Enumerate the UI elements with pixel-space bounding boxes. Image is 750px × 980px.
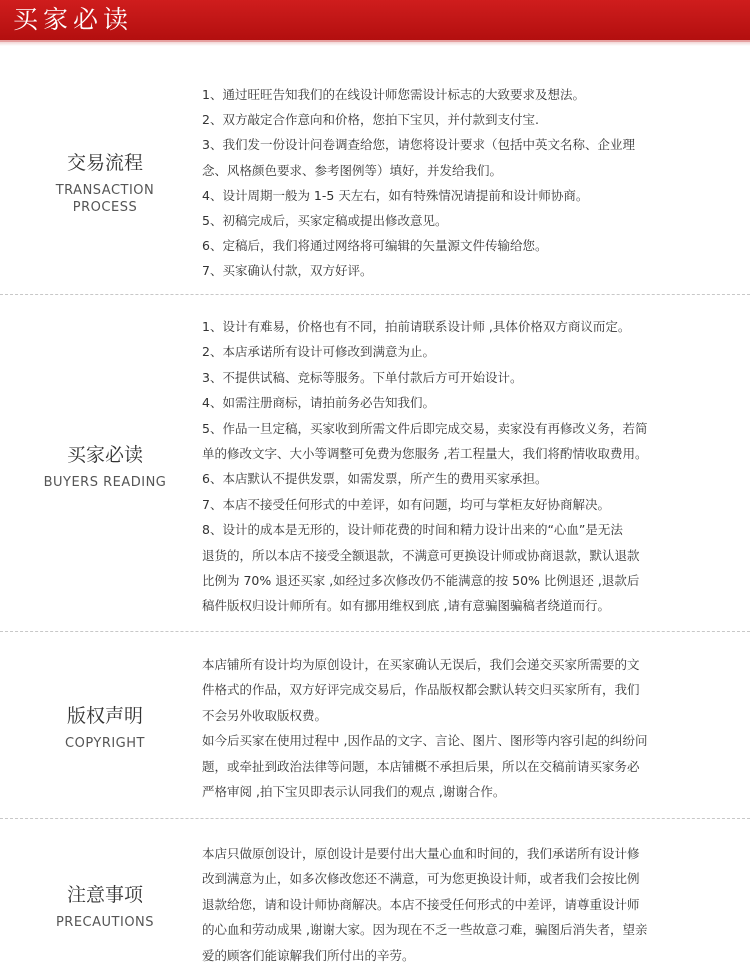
banner-shadow bbox=[0, 42, 750, 46]
section-body bbox=[202, 652, 722, 804]
section-body bbox=[202, 82, 722, 284]
body-line: 7、买家确认付款，双方好评。 bbox=[202, 263, 373, 279]
body-line: 1、设计有难易，价格也有不同，拍前请联系设计师 ,具体价格双方商议而定。 bbox=[202, 319, 631, 334]
body-line: 2、本店承诺所有设计可修改到满意为止。 bbox=[202, 344, 435, 360]
section-title-cn: 注意事项 bbox=[66, 884, 143, 906]
body-line: 不会另外收取版权费。 bbox=[202, 707, 328, 723]
body-line: 本店铺所有设计均为原创设计，在买家确认无误后，我们会递交买家所需要的文 bbox=[202, 657, 640, 672]
body-line: 的心血和劳动成果 ,谢谢大家。因为现在不乏一些故意刁难，骗图后消失者，望亲 bbox=[202, 922, 648, 938]
body-line: 改到满意为止，如多次修改您还不满意，可为您更换设计师，或者我们会按比例 bbox=[202, 871, 640, 887]
section-title-en bbox=[0, 182, 210, 216]
section-divider bbox=[0, 818, 750, 819]
body-line: 爱的顾客们能谅解我们所付出的辛劳。 bbox=[202, 947, 415, 963]
body-line: 3、不提供试稿、竞标等服务。下单付款后方可开始设计。 bbox=[202, 369, 523, 385]
body-line: 1、通过旺旺告知我们的在线设计师您需设计标志的大致要求及想法。 bbox=[202, 87, 585, 102]
section-title-cn: 买家必读 bbox=[66, 444, 143, 466]
section-precautions bbox=[0, 837, 750, 980]
section-transaction-process bbox=[0, 80, 750, 290]
section-body bbox=[202, 314, 722, 619]
section-divider bbox=[0, 294, 750, 295]
section-label bbox=[0, 442, 210, 491]
banner-title: 买家必读 bbox=[13, 5, 134, 34]
section-divider bbox=[0, 631, 750, 632]
body-line: 如今后买家在使用过程中 ,因作品的文字、言论、图片、图形等内容引起的纠纷问 bbox=[202, 733, 648, 749]
body-line: 稿件版权归设计师所有。如有挪用维权到底 ,请有意骗图骗稿者绕道而行。 bbox=[202, 598, 610, 614]
section-title-en: BUYERS READING bbox=[43, 475, 167, 490]
body-line: 6、本店默认不提供发票，如需发票，所产生的费用买家承担。 bbox=[202, 471, 548, 487]
body-line: 单的修改文字、大小等调整可免费为您服务 ,若工程量大，我们将酌情收取费用。 bbox=[202, 446, 648, 462]
body-line: 7、本店不接受任何形式的中差评，如有问题，均可与掌柜友好协商解决。 bbox=[202, 496, 610, 512]
body-line: 念、风格颜色要求、参考图例等）填好，并发给我们。 bbox=[202, 162, 503, 178]
section-label bbox=[0, 703, 210, 752]
section-body bbox=[202, 841, 722, 968]
section-title-cn: 版权声明 bbox=[66, 705, 143, 727]
body-line: 3、我们发一份设计问卷调查给您，请您将设计要求（包括中英文名称、企业理 bbox=[202, 137, 635, 153]
body-line: 6、定稿后，我们将通过网络将可编辑的矢量源文件传输给您。 bbox=[202, 238, 548, 254]
section-title-en: PRECAUTIONS bbox=[55, 915, 155, 930]
section-buyers-reading bbox=[0, 310, 750, 620]
header-banner bbox=[0, 0, 750, 40]
body-line: 题，或牵扯到政治法律等问题，本店铺概不承担后果，所以在交稿前请买家务必 bbox=[202, 758, 640, 774]
section-copyright bbox=[0, 648, 750, 813]
section-title-en-line: TRANSACTION bbox=[55, 183, 155, 198]
section-label bbox=[0, 882, 210, 931]
body-line: 件格式的作品，双方好评完成交易后，作品版权都会默认转交归买家所有，我们 bbox=[202, 682, 640, 698]
body-line: 比例为 70% 退还买家 ,如经过多次修改仍不能满意的按 50% 比例退还 ,退款后 bbox=[202, 573, 640, 589]
body-line: 退款给您，请和设计师协商解决。本店不接受任何形式的中差评，请尊重设计师 bbox=[202, 896, 640, 912]
body-line: 2、双方敲定合作意向和价格，您拍下宝贝，并付款到支付宝. bbox=[202, 112, 539, 128]
body-line: 5、作品一旦定稿，买家收到所需文件后即完成交易，卖家没有再修改义务，若简 bbox=[202, 420, 648, 436]
body-line: 退货的，所以本店不接受全额退款，不满意可更换设计师或协商退款，默认退款 bbox=[202, 547, 640, 563]
body-line: 严格审阅 ,拍下宝贝即表示认同我们的观点 ,谢谢合作。 bbox=[202, 784, 506, 800]
section-label bbox=[0, 150, 210, 216]
section-title-en: COPYRIGHT bbox=[65, 736, 145, 751]
body-line: 本店只做原创设计，原创设计是要付出大量心血和时间的，我们承诺所有设计修 bbox=[202, 846, 640, 861]
section-title-cn: 交易流程 bbox=[66, 152, 143, 174]
body-line: 8、设计的成本是无形的，设计师花费的时间和精力设计出来的“心血”是无法 bbox=[202, 522, 623, 538]
section-title-en-line: PROCESS bbox=[72, 200, 138, 215]
body-line: 4、如需注册商标，请拍前务必告知我们。 bbox=[202, 395, 435, 411]
body-line: 5、初稿完成后，买家定稿或提出修改意见。 bbox=[202, 213, 448, 229]
body-line: 4、设计周期一般为 1-5 天左右，如有特殊情况请提前和设计师协商。 bbox=[202, 187, 589, 203]
